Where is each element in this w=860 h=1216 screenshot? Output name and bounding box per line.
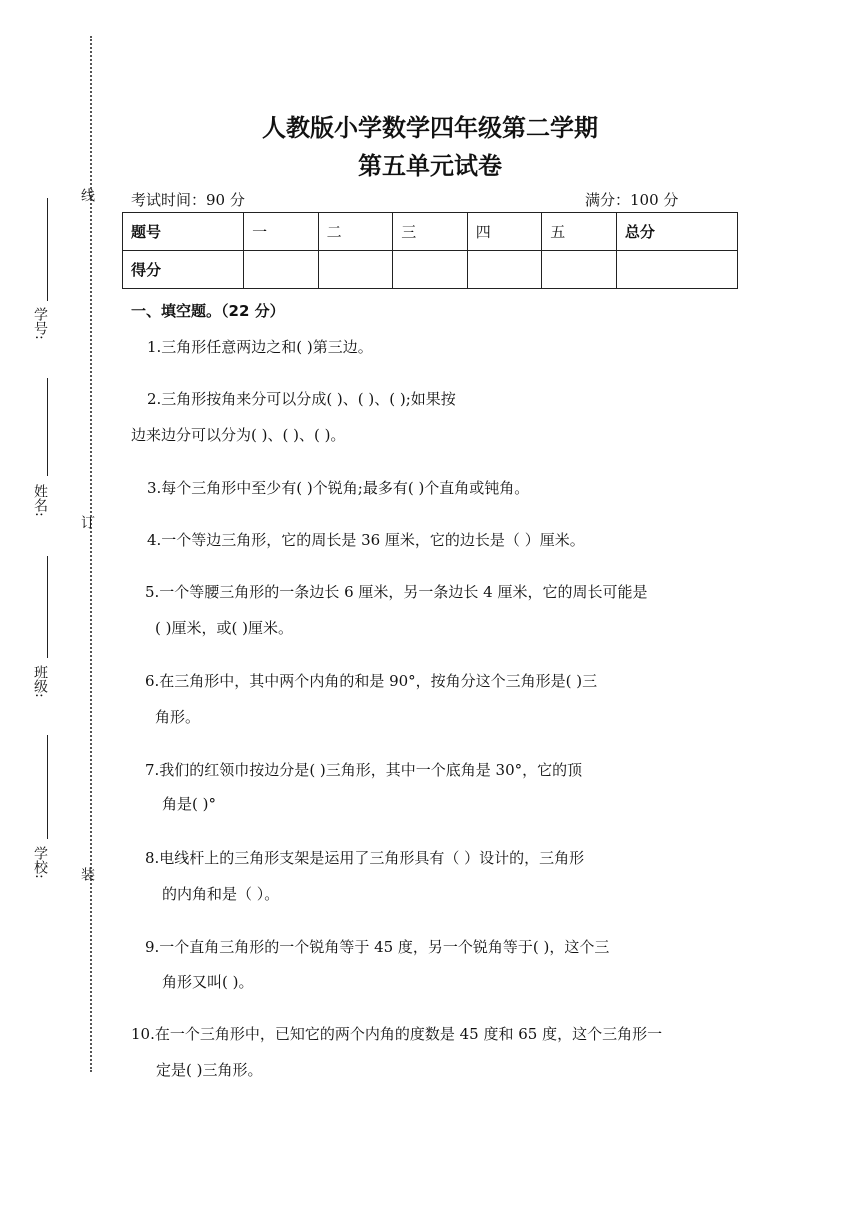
question-3-line-1: 3.每个三角形中至少有( )个锐角;最多有( )个直角或钝角。 — [147, 479, 530, 497]
page-title: 人教版小学数学四年级第二学期 — [262, 114, 598, 142]
binding-mark-zhuang: 装 — [79, 867, 95, 881]
name-label: 姓名: — [32, 484, 48, 517]
cell-section-4: 四 — [467, 213, 542, 251]
question-8-line-2: 的内角和是（ ）。 — [162, 885, 280, 903]
question-8-line-1: 8.电线杆上的三角形支架是运用了三角形具有（ ）设计的，三角形 — [145, 849, 585, 867]
cell-section-1: 一 — [244, 213, 319, 251]
exam-time: 考试时间：90 分 — [131, 191, 245, 209]
cell-score-label: 得分 — [123, 251, 244, 289]
full-score: 满分：100 分 — [585, 191, 679, 209]
question-5-line-1: 5.一个等腰三角形的一条边长 6 厘米，另一条边长 4 厘米，它的周长可能是 — [145, 583, 648, 601]
question-10-line-2: 定是( )三角形。 — [156, 1061, 263, 1079]
score-input-1[interactable] — [244, 251, 319, 289]
question-2-line-1: 2.三角形按角来分可以分成( )、( )、( );如果按 — [147, 390, 456, 408]
question-7-line-2: 角是( )° — [162, 795, 216, 813]
section-heading: 一、填空题。（22 分） — [131, 302, 285, 320]
class-label: 班级: — [32, 665, 48, 698]
score-table-header-row — [123, 213, 738, 251]
student-no-label: 学号: — [32, 307, 48, 340]
school-label: 学校: — [32, 846, 48, 879]
question-5-line-2: ( )厘米，或( )厘米。 — [155, 619, 293, 637]
binding-mark-xian: 线 — [79, 188, 95, 202]
question-6-line-1: 6.在三角形中，其中两个内角的和是 90°，按角分这个三角形是( )三 — [145, 672, 598, 690]
student-no-blank — [47, 198, 48, 301]
score-input-5[interactable] — [542, 251, 617, 289]
cell-section-3: 三 — [393, 213, 468, 251]
question-9-line-2: 角形又叫( )。 — [162, 973, 254, 991]
page-subtitle: 第五单元试卷 — [358, 152, 502, 180]
school-blank — [47, 735, 48, 839]
score-input-4[interactable] — [467, 251, 542, 289]
score-input-3[interactable] — [393, 251, 468, 289]
question-9-line-1: 9.一个直角三角形的一个锐角等于 45 度，另一个锐角等于( )，这个三 — [145, 938, 610, 956]
score-input-total[interactable] — [616, 251, 737, 289]
cell-question-no-label: 题号 — [123, 213, 244, 251]
question-6-line-2: 角形。 — [155, 708, 201, 726]
cell-section-2: 二 — [318, 213, 393, 251]
score-table — [122, 212, 738, 289]
question-7-line-1: 7.我们的红领巾按边分是( )三角形，其中一个底角是 30°，它的顶 — [145, 761, 583, 779]
cell-section-5: 五 — [542, 213, 617, 251]
question-4-line-1: 4.一个等边三角形，它的周长是 36 厘米，它的边长是（ ）厘米。 — [147, 531, 585, 549]
score-input-2[interactable] — [318, 251, 393, 289]
cell-total-label: 总分 — [616, 213, 737, 251]
binding-mark-ding: 订 — [79, 515, 95, 529]
question-2-line-2: 边来边分可以分为( )、( )、( )。 — [131, 426, 346, 444]
question-1-line-1: 1.三角形任意两边之和( )第三边。 — [147, 338, 373, 356]
class-blank — [47, 556, 48, 658]
name-blank — [47, 378, 48, 476]
question-10-line-1: 10.在一个三角形中，已知它的两个内角的度数是 45 度和 65 度，这个三角形一 — [131, 1025, 663, 1043]
score-table-score-row — [123, 251, 738, 289]
